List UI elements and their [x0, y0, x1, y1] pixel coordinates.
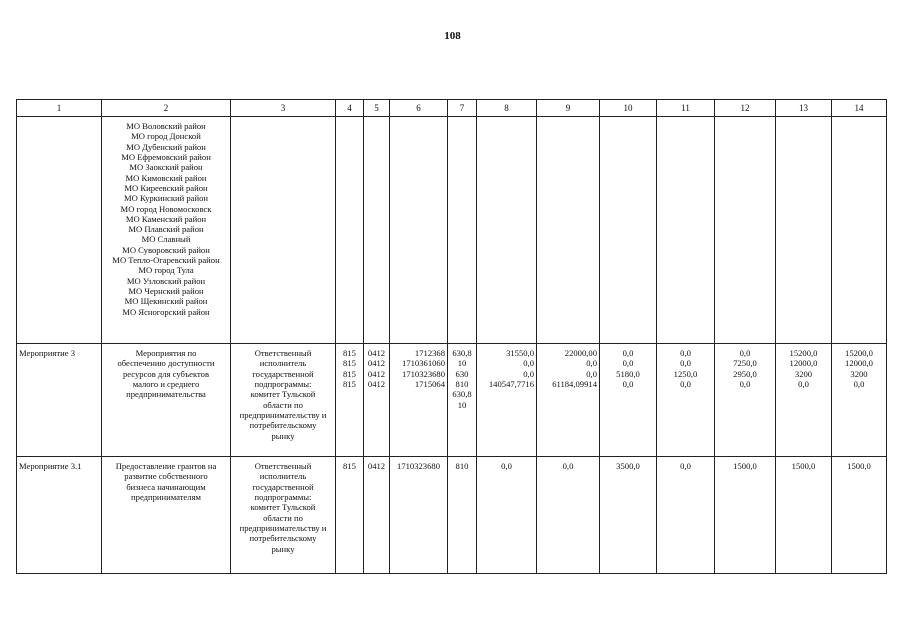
- cell-line: 5180,0: [616, 368, 640, 379]
- cell-line: государственной: [252, 368, 314, 379]
- cell-8: [477, 117, 537, 344]
- header-col-8: 8: [477, 100, 537, 117]
- district-item: МО город Донской: [131, 131, 201, 142]
- cell-line: 12000,0: [789, 358, 818, 369]
- cell-line: Мероприятия по: [135, 348, 197, 358]
- header-col-9: 9: [537, 100, 600, 117]
- cell-line: исполнитель: [259, 471, 307, 482]
- cell-line: 0,0: [586, 358, 597, 369]
- cell-line: 630,8: [452, 348, 472, 358]
- target-article: 1710323680: [390, 457, 448, 574]
- cell-line: 0,0: [798, 378, 809, 389]
- district-item: МО Узловский район: [126, 275, 206, 286]
- header-col-14: 14: [832, 100, 887, 117]
- cell-line: предпринимательства: [126, 389, 206, 400]
- header-col-7: 7: [448, 100, 477, 117]
- cell-line: бизнеса начинающим: [126, 481, 206, 492]
- cell-line: 1710323680: [402, 368, 445, 379]
- header-col-10: 10: [600, 100, 657, 117]
- district-item: МО Тепло-Огаревский район: [112, 255, 220, 266]
- cell-line: 630: [455, 368, 469, 379]
- district-item: МО Ефремовский район: [121, 151, 211, 162]
- cell-line: комитет Тульской: [250, 502, 316, 513]
- cell-line: области по: [263, 512, 303, 523]
- measure-description: [102, 457, 231, 574]
- district-item: МО Славный: [141, 234, 191, 245]
- cell-line: 7250,0: [733, 358, 757, 369]
- cell-line: потребительскому: [249, 420, 317, 431]
- cell-line: 0,0: [739, 378, 751, 389]
- header-col-5: 5: [364, 100, 390, 117]
- cell-line: предпринимательству и: [239, 522, 327, 533]
- cell-line: 12000,0: [845, 358, 873, 369]
- cell-line: малого и среднего: [132, 378, 200, 389]
- cell-7: [448, 117, 477, 344]
- measure-description: [102, 344, 231, 457]
- cell-line: 1715064: [414, 378, 445, 389]
- amount-col-9: [537, 344, 600, 457]
- cell-line: 3200: [850, 368, 868, 379]
- cell-line: 0,0: [586, 368, 597, 379]
- cell-line: 815: [343, 358, 356, 369]
- cell-line: предпринимательству и: [239, 409, 327, 420]
- amount-col-8: 0,0: [477, 457, 537, 574]
- cell-line: 0412: [367, 358, 386, 369]
- cell-4: [336, 117, 364, 344]
- grbs-code: [336, 344, 364, 457]
- cell-6: [390, 117, 448, 344]
- district-item: МО Воловский район: [126, 121, 206, 131]
- cell-line: 0,0: [622, 378, 634, 389]
- table-row-districts: [17, 117, 887, 344]
- cell-line: 61184,09914: [552, 378, 597, 389]
- cell-line: потребительскому: [249, 533, 317, 544]
- cell-1: [17, 117, 102, 344]
- cell-line: 0,0: [523, 358, 534, 369]
- cell-line: 10: [457, 399, 467, 410]
- cell-line: 0,0: [739, 348, 751, 358]
- cell-line: 0412: [367, 378, 386, 389]
- responsible-executor: [231, 344, 336, 457]
- cell-14: [832, 117, 887, 344]
- amount-col-12: [715, 344, 776, 457]
- cell-line: 1250,0: [673, 368, 698, 379]
- cell-line: рынку: [271, 430, 295, 441]
- cell-line: предпринимателям: [131, 491, 201, 502]
- district-item: МО Каменский район: [125, 213, 207, 224]
- cell-line: 815: [343, 378, 356, 389]
- district-item: МО Киреевский район: [124, 182, 208, 193]
- header-col-6: 6: [390, 100, 448, 117]
- header-col-1: 1: [17, 100, 102, 117]
- cell-line: 0412: [367, 368, 386, 379]
- amount-col-12: 1500,0: [715, 457, 776, 574]
- district-item: МО Суворовский район: [122, 244, 210, 255]
- cell-line: 0,0: [853, 378, 865, 389]
- amount-col-8: [477, 344, 537, 457]
- measure-name: Мероприятие 3.1: [17, 457, 102, 574]
- district-item: МО Щекинский район: [124, 296, 208, 307]
- header-col-11: 11: [657, 100, 715, 117]
- budget-table: [16, 99, 887, 574]
- cell-line: области по: [263, 399, 303, 410]
- amount-col-11: [657, 344, 715, 457]
- cell-10: [600, 117, 657, 344]
- amount-col-10: 3500,0: [600, 457, 657, 574]
- cell-line: Ответственный: [254, 461, 312, 471]
- expense-type: 810: [448, 457, 477, 574]
- amount-col-14: 1500,0: [832, 457, 887, 574]
- cell-line: подпрограммы:: [254, 378, 312, 389]
- cell-line: 0,0: [680, 378, 691, 389]
- responsible-executor: [231, 457, 336, 574]
- cell-line: рынку: [271, 543, 295, 554]
- header-row: [17, 100, 887, 117]
- district-item: МО Кимовский район: [125, 172, 207, 183]
- amount-col-11: 0,0: [657, 457, 715, 574]
- header-col-13: 13: [776, 100, 832, 117]
- cell-line: развитие собственного: [124, 471, 208, 482]
- cell-line: 0,0: [622, 358, 634, 369]
- cell-5: [364, 117, 390, 344]
- header-col-2: 2: [102, 100, 231, 117]
- cell-13: [776, 117, 832, 344]
- cell-line: 15200,0: [789, 348, 818, 358]
- cell-line: исполнитель: [259, 358, 307, 369]
- district-item: МО Дубенский район: [126, 141, 206, 152]
- section-code: [364, 344, 390, 457]
- cell-line: 630,8: [452, 389, 472, 400]
- amount-col-13: 1500,0: [776, 457, 832, 574]
- district-item: МО Заокский район: [129, 162, 203, 173]
- cell-line: 1712368: [414, 348, 445, 358]
- header-col-12: 12: [715, 100, 776, 117]
- section-code: 0412: [364, 457, 390, 574]
- cell-line: 140547,7716: [488, 378, 534, 389]
- district-list: [102, 117, 231, 344]
- cell-line: 2950,0: [733, 368, 757, 379]
- amount-col-14: [832, 344, 887, 457]
- district-item: МО Куркинский район: [124, 193, 208, 204]
- cell-line: 0,0: [680, 358, 691, 369]
- amount-col-10: [600, 344, 657, 457]
- grbs-code: 815: [336, 457, 364, 574]
- district-item: МО Плавский район: [128, 224, 204, 235]
- measure-name: Мероприятие 3: [17, 344, 102, 457]
- cell-line: 810: [455, 378, 469, 389]
- table-row-measure-3: [17, 344, 887, 457]
- amount-col-13: [776, 344, 832, 457]
- cell-12: [715, 117, 776, 344]
- table-row-measure-3-1: [17, 457, 887, 574]
- cell-line: 0,0: [680, 348, 691, 358]
- header-col-3: 3: [231, 100, 336, 117]
- cell-line: 31550,0: [506, 348, 534, 358]
- cell-9: [537, 117, 600, 344]
- district-item: МО город Новомосковск: [120, 203, 212, 214]
- district-item: МО Ясногорский район: [122, 306, 210, 317]
- cell-line: 815: [343, 368, 356, 379]
- cell-line: обеспечению доступности: [117, 358, 215, 369]
- cell-11: [657, 117, 715, 344]
- target-article: [390, 344, 448, 457]
- page-number: 108: [444, 30, 461, 42]
- cell-line: 815: [343, 348, 356, 358]
- amount-col-9: 0,0: [537, 457, 600, 574]
- cell-line: 15200,0: [845, 348, 873, 358]
- cell-line: 0412: [367, 348, 386, 358]
- cell-line: подпрограммы:: [254, 491, 312, 502]
- cell-line: 0,0: [622, 348, 634, 358]
- cell-line: Предоставление грантов на: [115, 461, 217, 471]
- district-item: МО Чернский район: [128, 286, 204, 296]
- district-item: МО город Тула: [138, 265, 194, 276]
- cell-line: 0,0: [523, 368, 534, 379]
- cell-line: Ответственный: [254, 348, 312, 358]
- cell-line: комитет Тульской: [250, 389, 316, 400]
- cell-line: ресурсов для субъектов: [122, 368, 210, 379]
- header-col-4: 4: [336, 100, 364, 117]
- cell-line: 22000,00: [564, 348, 597, 358]
- cell-line: государственной: [252, 481, 314, 492]
- expense-type: [448, 344, 477, 457]
- cell-line: 1710361060: [402, 358, 445, 369]
- cell-line: 3200: [794, 368, 813, 379]
- cell-3: [231, 117, 336, 344]
- cell-line: 10: [457, 358, 467, 369]
